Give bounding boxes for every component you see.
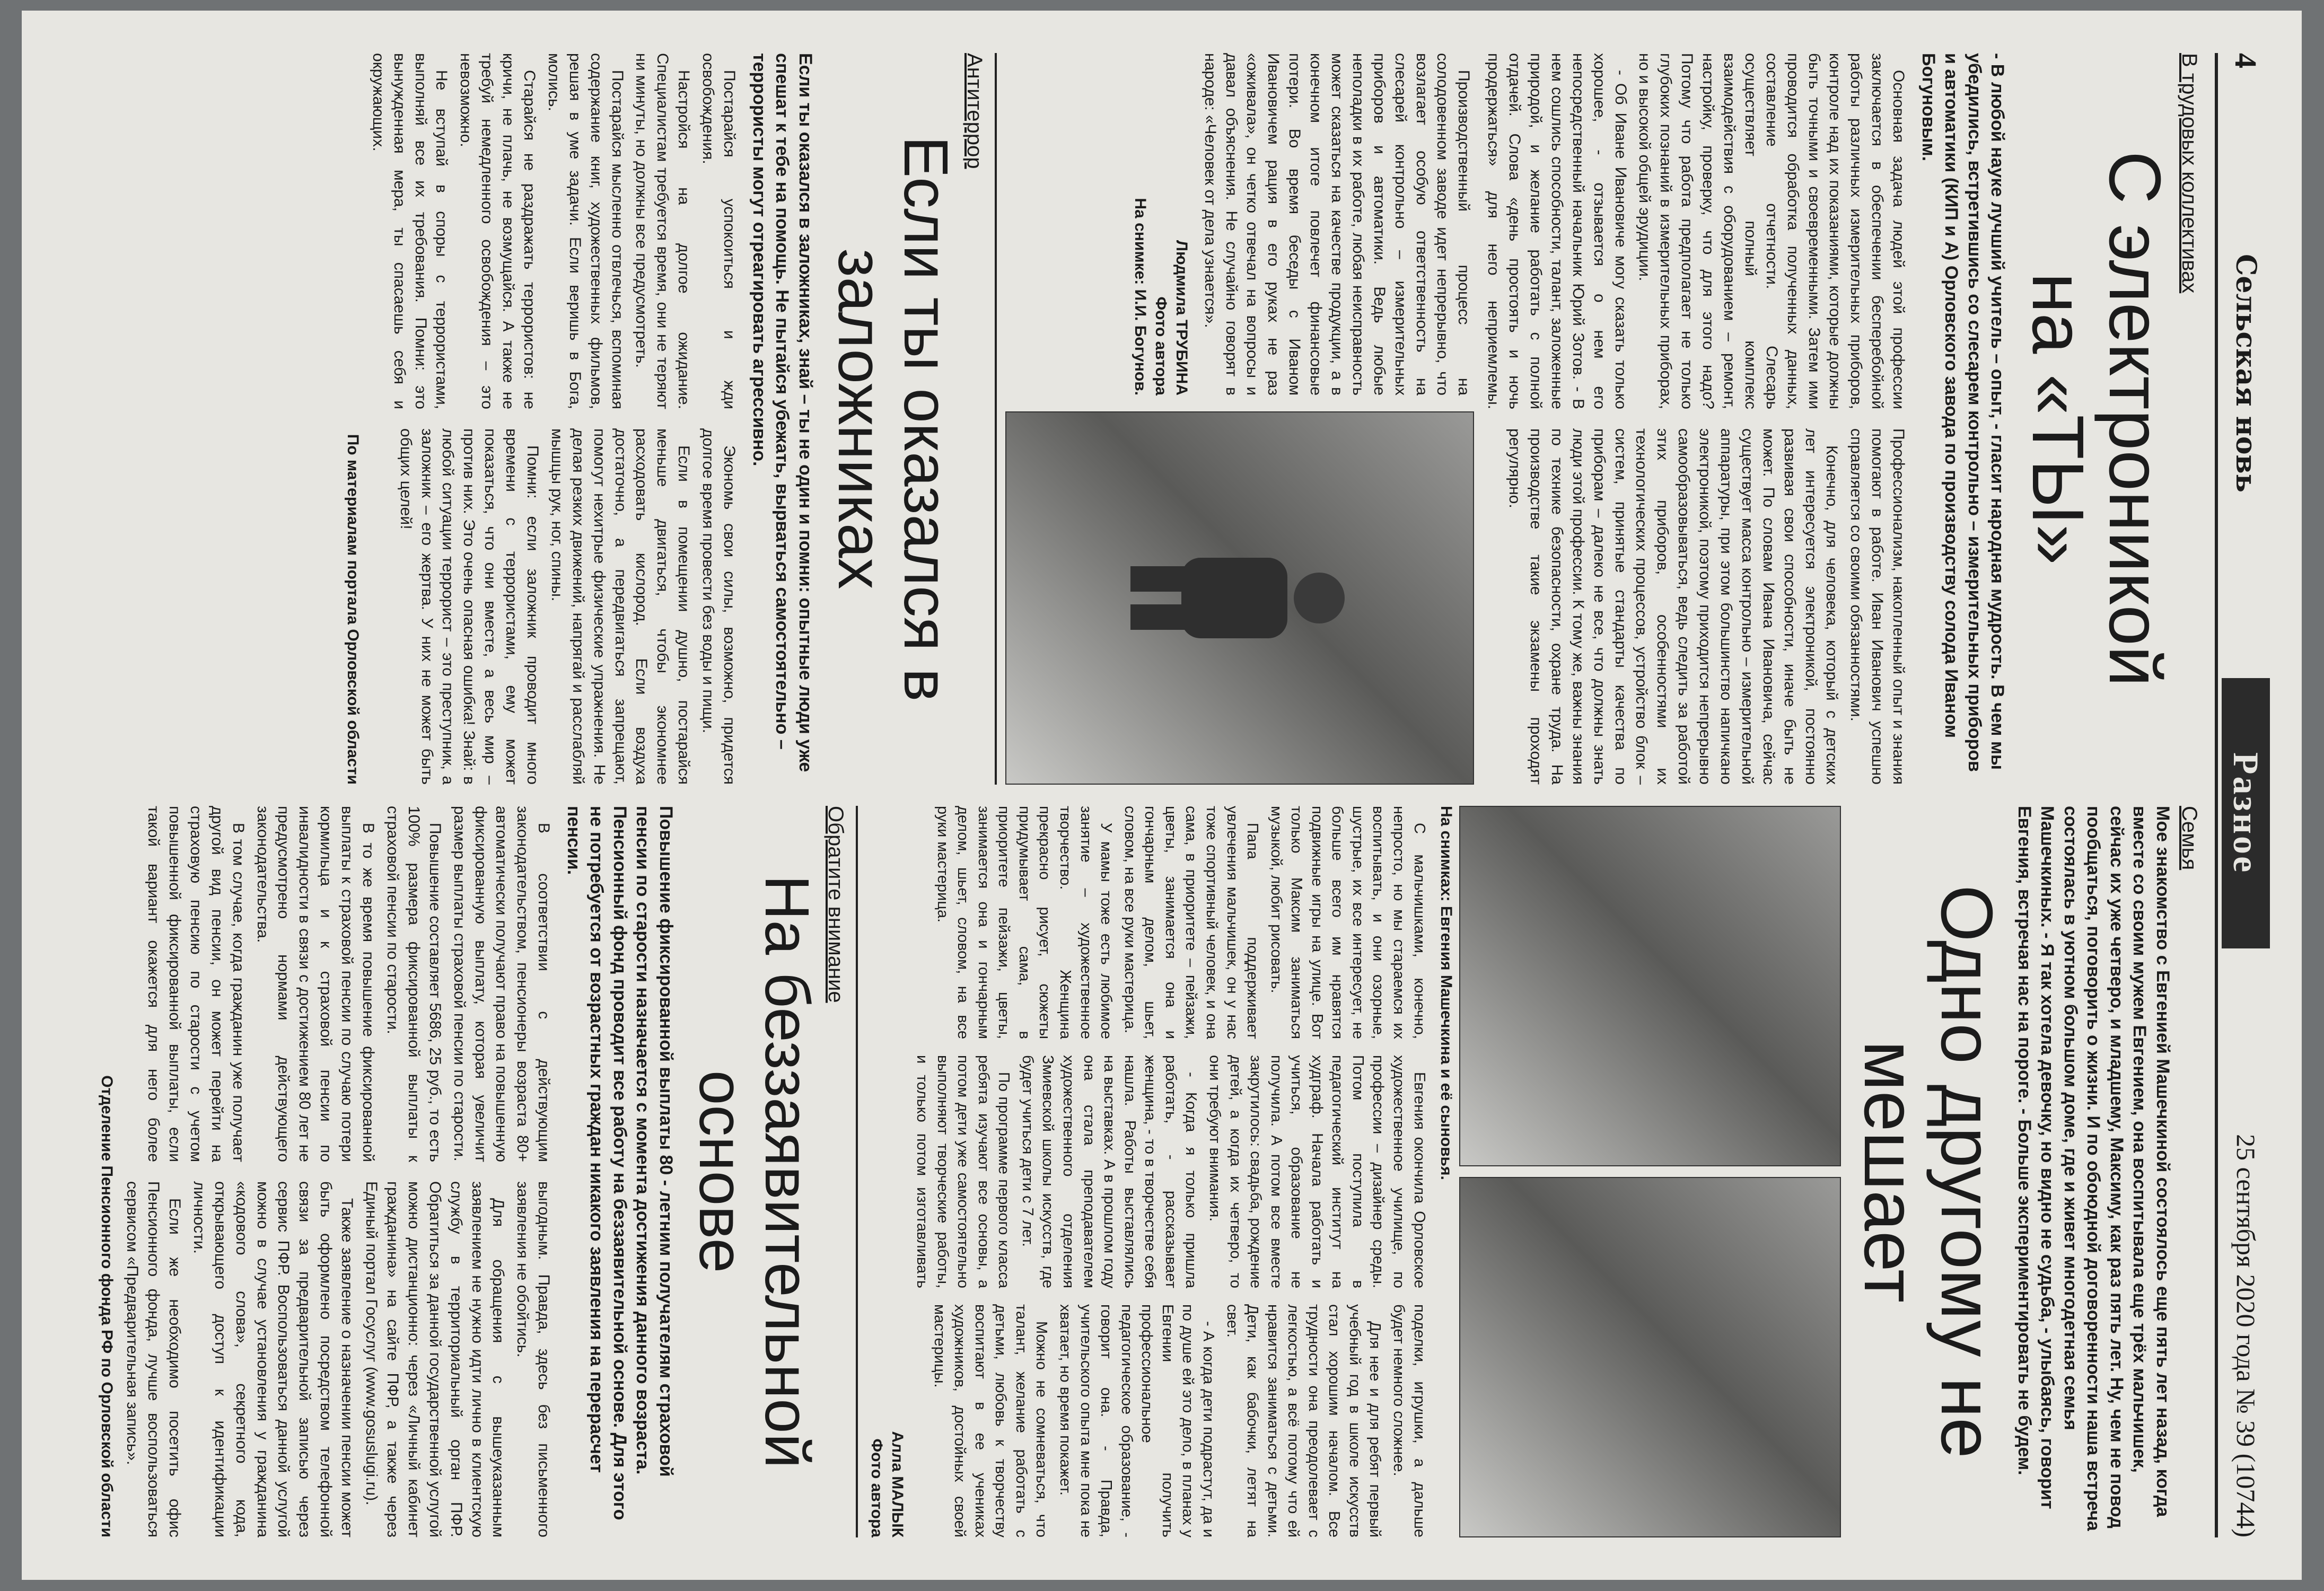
masthead [2222,53,2270,1537]
article-body-cont [1196,53,1475,395]
paragraph: Постарайся успокоиться и жди освобождения. [699,53,739,409]
page-number: 4 [2229,53,2264,68]
paragraph: - А когда дети подрастут, да и по душе ей это дело, в планах у Евгении получить профессиональное педагогическое образование, - говорит она. - Правда, учительского опыта мне пока не хватает, но время покажет. [1057,1304,1217,1537]
article-lead: Если ты оказался в заложниках, знай – ты не один и помни: опытные люди уже спешат к тебе на помощь. Не пытайся убежать, вырваться самостоятельно – террористы могут отреагировать агрессивно. [749,53,815,772]
paragraph: У мамы тоже есть любимое занятие – художественное творчество. Женщина прекрасно рисует, сюжеты придумывает сама, в приоритете пейзажи, цветы, занимается она и гончарным делом, шьет, словом, на все руки мастерица. [934,806,1115,1039]
article-pension [97,806,857,1537]
paragraph: Для нее и для ребят первый учебный год в школе искусств стал хорошим началом. Все трудности она преодолевает с легкостью, а всё потому что ей нравится заниматься с детьми. Дети, как бабочки, летят на свет. [1223,1304,1384,1537]
paragraph: Евгения окончила Орловское художественное училище, по профессии – дизайнер среды. Потом поступила в педагогический институт на худграф. Начала работать и учиться, образование не получила. А потом все вместе закрутилось: свадьба, рождение детей, а когда их четверо, то они требуют внимания. [1206,1055,1428,1288]
worker-photo [1005,411,1474,785]
family-photos [1459,806,1841,1537]
paper-name: Сельская новь [2230,253,2262,493]
photo-side-text [1005,53,1474,395]
paragraph: По программе первого класса ребята изучают все основы, а потом дети уже самостоятельно выполняют творческие работы, и только потом изготавливать поделки, игрушки, а дальше будет немного сложнее. [914,1055,1428,1537]
paragraph: В соответствии с действующим законодательством, пенсионеры возраста 80+ автоматически получают право на повышенную фиксированную выплату, которая увеличит размер выплаты страховой пенсии по старости. [450,806,553,1162]
rubric: Семья [2178,806,2201,871]
right-half [51,806,2204,1537]
article-body [912,806,1430,1537]
paragraph: Для обращения с вышеуказанным заявлением не нужно идти лично в клиентскую службу в территориальный орган ПФР. Обратиться за данной государственной услугой можно дистанционно: через «Личный кабинет гражданина» на сайте ПФР, а также через Единый портал Госуслуг (www.gosuslugi.ru). [363,1181,507,1537]
issue-date: 25 сентября 2020 года № 39 (10744) [2231,1134,2261,1537]
painting-photo [1459,806,1841,1166]
article-title: Если ты оказался в заложниках [825,136,961,702]
photo-row [1005,53,1474,785]
paragraph: Экономь свои силы, возможно, придется долгое время провести без воды и пищи. [699,428,739,785]
article-electronics [1005,53,2204,785]
paragraph: Если же необходимо посетить офис Пенсионного фонда, лучше воспользоваться сервисом «Предварительная запись». [124,1181,184,1537]
paragraph: Папа поддерживает увлечения мальчишек, он у нас тоже спортивный человек, и она сама, в приоритете – пейзажи, цветы, занимается она и гончарным делом, шьет, словом, на все руки мастерица. [1121,806,1261,1039]
paragraph: Помни: если заложник проводит много времени с террористами, ему может показаться, что они вместе, а весь мир – против них. Это очень опасная ошибка! Знай: в любой ситуации террорист – это преступник, а заложник – его жертва. У них не может быть общих целей! [397,428,541,785]
left-half [51,53,2204,785]
rubric: Антитеррор [963,53,987,169]
paragraph: В том случае, когда гражданин уже получает другой вид пенсии, он может перейти на страховую пенсию по старости с учетом повышенной фиксированной выплаты, если такой вариант окажется для него более выгодным. Правда, здесь без письменного заявления не обойтись. [145,806,553,1537]
masthead-rule [2215,53,2218,1537]
photo-credit: Фото автора [1152,296,1170,395]
article-body [367,53,740,785]
article-lead: Повышение фиксированной выплаты 80 - летним получателям страховой пенсии по старости назначается с момента достижения данного возраста. Пенсионный фонд проводит все работу на беззаявительной основе. Для этого не потребуется от возрастных граждан никакого заявления на перерасчет пенсии. [563,806,676,1520]
newspaper-page [22,11,2302,1580]
article-body [1483,53,1909,785]
children-photo [1459,1177,1841,1537]
article-title: Одно другому не мешает [1849,885,2008,1458]
title-line1: С электроникой [2094,151,2176,687]
article-family [866,806,2204,1537]
article-title: На беззаявительной основе [686,875,822,1469]
section-banner: Разное [2222,678,2270,948]
source: Отделение Пенсионного фонда РФ по Орловской области [98,1075,116,1537]
photo-credit: Фото автора [867,1438,885,1537]
rubric: Обратите внимание [823,806,847,1003]
paragraph: Настройся на долгое ожидание. Специалистам требуется время, они не теряют ни минуты, но должны все предусмотреть. [633,53,693,409]
title-line2: на «ТЫ» [2017,273,2099,565]
paragraph: В то же время повышение фиксированной выплаты к страховой пенсии по случаю потери кормильца и к страховой пенсии по инвалидности в связи с достижением 80 лет не предусмотрено нормами действующего законодательства. [253,806,378,1162]
paragraph: Не вступай в споры с террористами, выполняй все их требования. Помни: это вынужденная мера, ты спасаешь себя и окружающих. [369,53,451,409]
article-title [2017,53,2176,785]
paragraph: Также заявление о назначении пенсии может быть оформлено посредством телефонной связи за предварительной записью через сервис ПФР. Воспользоваться данной услугой можно в случае установления у гражданина «кодового слова», секретного кода, открывающего доступ к идентификации личности. [190,1181,356,1537]
page-grid [51,53,2204,1537]
article-lead: - В любой науке лучший учитель – опыт, - гласит народная мудрость. В чем мы убедились, встретившись со слесарем контрольно – измерительных приборов и автоматики (КИП и А) Орловского завода по производству солода Иваном Богуновым. [1918,53,2008,772]
paragraph: Основная задача людей этой профессии заключается в обеспечении бесперебойной работы различных измерительных приборов, контроле над их показаниями, которые должны быть точными и своевременными. Затем ими проводится обработка полученных данных, составление отчетности. Слесарь осуществляет полный комплекс взаимодействия с оборудованием – ремонт, настройку, проверку, что для этого надо? Потому что работа предполагает не только глубоких познаний в измерительных приборах, но и высокой общей эрудиции. [1636,53,1908,409]
byline [866,806,908,1537]
author: Людмила ТРУБИНА [1172,240,1190,395]
byline [1130,53,1192,395]
paragraph: Можно не сомневаться, что талант, желание работать с детьми, любовь к творчеству воспитают в ее учениках художников, достойных своей мастерицы. [931,1304,1050,1537]
paragraph: Конечно, для человека, который с детских лет интересуется электроникой, постоянно развивая свои способности, иначе быть не может. По словам Ивана Ивановича, сейчас существует масса контрольно – измерительной аппаратуры, при этом большинство напичкано электроникой, поэтому приходится непрерывно самообразовываться, ведь следить за работой этих приборов, особенностями их технологических процессов, устройство блок – систем, принятые стандарты качества по приборам – далеко не все, что должны знать люди этой профессии. К тому же, важны знания по технике безопасности, охране труда. На производстве такие экзамены проходят регулярно. [1506,428,1841,785]
paragraph: Постарайся мысленно отвлечься, вспоминая содержание книг, художественных фильмов, решая в уме задачи. Если веришь в Бога, молись. [545,53,626,409]
paragraph: С мальчишками, конечно, непросто, но мы стараемся их воспитывать, и они озорные, шустрые, их все интересует, не больше всего им нравятся подвижные игры на улице. Вот только Максим заниматься музыкой, любит рисовать. [1267,806,1428,1039]
article-lead: Мое знакомство с Евгенией Машечкиной состоялось еще пять лет назад, когда вместе со своим мужем Евгением, она воспитывала еще трёх мальчишек, сейчас их уже четверо, и младшему, Максиму, как раз пять лет. Ну, чем не повод пообщаться, поговорить о жизни. И по обоюдной договоренности наша встреча состоялась в уютном большом доме, где и живет многодетная семья Машечкиных. - Я так хотела девочку, но видно не судьба, - улыбаясь, говорит Евгения, встречая нас на пороге. - Больше экспериментировать не будем. [2014,806,2173,1531]
article-body [121,806,554,1537]
photo-caption: На снимке: И.И. Богунов. [1131,198,1149,395]
source: По материалам портала Орловской области [344,434,362,785]
article-hostage [343,53,997,785]
paragraph: Повышение составляет 5686, 25 руб., то есть 100% размера фиксированной выплаты к страховой пенсии по старости. [383,806,444,1162]
photo-caption: На снимках: Евгения Машечкина и её сыновья. [1437,806,1455,1180]
paragraph: Старайся не раздражать террористов: не кричи, не плачь, не возмущайся. А также не требуй немедленного освобождения – это невозможно. [457,53,538,409]
author: Алла МАЛЫК [888,1431,906,1537]
paragraph: Если в помещении душно, постарайся меньше двигаться, чтобы экономнее расходовать кислород. Если воздуха достаточно, а передвигаться запрещают, помогут нехитрые физические упражнения. Не делая резких движений, напрягай и расслабляй мышцы рук, ног, спины. [548,428,693,785]
paragraph: Производственный процесс на солодовенном заводе идет непрерывно, что возлагает особую ответственность на слесарей контрольно – измерительных приборов и автоматики. Ведь любые неполадки в их работе, любая неисправность может сказаться на качестве продукции, а в конечном итоге повлечет финансовые потери. Во время беседы с Иваном Ивановичем рация в его руках не раз «оживала», он четко отвечал на вопросы и давал объяснения. Не случайно говорят в народе: «Человек от дела узнается». [1201,53,1473,395]
rubric: В трудовых коллективах [2178,53,2201,294]
paragraph: - Когда я только пришла работать, - рассказывает женщина, - то в творчестве себя нашла. Работы выставлялись на выставках. А в прошлом году она стала преподавателем художественного отделения Змиевской школы искусств, где будет учиться дети с 7 лет. [1019,1055,1200,1288]
person-icon [1128,534,1351,662]
paragraph: - Об Иване Ивановиче могу сказать только хорошее, - отзывается о нем его непосредственный начальник Юрий Зотов. - В нем сошлись способности, талант, заложенные природой, и желание работать с полной отдачей. Слова «день простоять и ночь продержаться» для него неприемлемы. Профессионализм, накопленный опыт и знания помогают в работе. Иван Иванович успешно справляется со своими обязанностями. [1485,53,1908,785]
